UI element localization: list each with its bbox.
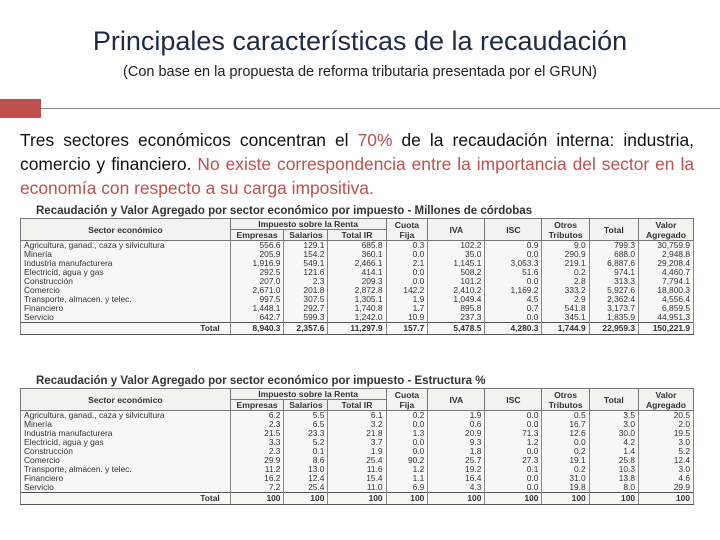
table-row — [21, 438, 694, 447]
table-millones — [20, 205, 694, 335]
table-cell: 3,053.3 — [485, 259, 542, 268]
total-cell: 157.7 — [386, 323, 428, 335]
table-cell: 4.6 — [639, 474, 694, 483]
table-cell: 2.1 — [386, 259, 428, 268]
table-cell: 6.1 — [328, 411, 386, 421]
table-cell: 142.2 — [386, 286, 428, 295]
table-cell: 219.1 — [542, 259, 589, 268]
table-cell: 35.0 — [428, 250, 485, 259]
table-cell: 0.6 — [428, 420, 485, 429]
table-body — [21, 411, 694, 505]
table-row — [21, 420, 694, 429]
table-cell: 29.9 — [639, 483, 694, 493]
table-cell: 2,410.2 — [428, 286, 485, 295]
table-cell: 333.2 — [542, 286, 589, 295]
row-sector-label: Servicio — [21, 483, 231, 493]
table-cell: 360.1 — [328, 250, 386, 259]
table-body — [21, 241, 694, 335]
table-cell: 8.0 — [589, 483, 638, 493]
header-valor: Valor Agregado — [639, 389, 694, 411]
total-cell: 150,221.9 — [639, 323, 694, 335]
header-iva: IVA — [428, 389, 485, 411]
table-cell: 0.5 — [542, 411, 589, 421]
table-cell: 3.0 — [589, 420, 638, 429]
para-text-a: Tres sectores económicos concentran el — [20, 130, 358, 150]
table-cell: 21.8 — [328, 429, 386, 438]
table-row — [21, 295, 694, 304]
header-empresas: Empresas — [230, 230, 284, 241]
row-sector-label: Financiero — [21, 474, 231, 483]
table-cell: 1,169.2 — [485, 286, 542, 295]
total-cell: 100 — [428, 493, 485, 505]
table-cell: 29,208.4 — [639, 259, 694, 268]
table-row — [21, 483, 694, 493]
table-cell: 1,145.1 — [428, 259, 485, 268]
row-sector-label: Agricultura, ganad., caza y silvicultura — [21, 411, 231, 421]
table-cell: 5.5 — [284, 411, 328, 421]
total-cell: 100 — [328, 493, 386, 505]
table-cell: 313.3 — [589, 277, 638, 286]
table-cell: 51.6 — [485, 268, 542, 277]
table-cell: 0.0 — [485, 313, 542, 323]
table-cell: 3.0 — [639, 465, 694, 474]
table-cell: 154.2 — [284, 250, 328, 259]
table-cell: 6.5 — [284, 420, 328, 429]
header-empresas: Empresas — [230, 400, 284, 411]
row-sector-label: Construcción — [21, 447, 231, 456]
table-cell: 1,448.1 — [230, 304, 284, 313]
table-row — [21, 429, 694, 438]
table-cell: 0.0 — [386, 447, 428, 456]
table-cell: 0.2 — [542, 447, 589, 456]
header-iva: IVA — [428, 219, 485, 241]
table-cell: 2,671.0 — [230, 286, 284, 295]
data-table — [20, 218, 694, 335]
row-sector-label: Electricid, agua y gas — [21, 438, 231, 447]
table-cell: 292.5 — [230, 268, 284, 277]
table-cell: 4,460.7 — [639, 268, 694, 277]
table-cell: 508.2 — [428, 268, 485, 277]
table-cell: 10.3 — [589, 465, 638, 474]
header-sector: Sector económico — [21, 389, 231, 411]
table-row — [21, 241, 694, 251]
table-cell: 1.9 — [328, 447, 386, 456]
table-cell: 2.3 — [284, 277, 328, 286]
total-cell: 22,959.3 — [589, 323, 638, 335]
table-cell: 0.1 — [485, 465, 542, 474]
row-sector-label: Industria manufacturera — [21, 429, 231, 438]
row-sector-label: Minería — [21, 250, 231, 259]
table-cell: 2,872.8 — [328, 286, 386, 295]
table-cell: 2.3 — [230, 420, 284, 429]
table-cell: 1,305.1 — [328, 295, 386, 304]
table-cell: 71.3 — [485, 429, 542, 438]
table-cell: 25.8 — [589, 456, 638, 465]
table-cell: 0.0 — [485, 420, 542, 429]
total-cell: 100 — [230, 493, 284, 505]
divider-line — [41, 108, 720, 109]
row-sector-label: Transporte, almacen. y telec. — [21, 295, 231, 304]
table-row — [21, 313, 694, 323]
table-cell: 9.3 — [428, 438, 485, 447]
table-cell: 685.8 — [328, 241, 386, 251]
table-cell: 11.0 — [328, 483, 386, 493]
row-sector-label: Comercio — [21, 286, 231, 295]
total-cell: 100 — [639, 493, 694, 505]
table-cell: 345.1 — [542, 313, 589, 323]
table-cell: 0.0 — [386, 438, 428, 447]
table-cell: 5,927.6 — [589, 286, 638, 295]
table-cell: 101.2 — [428, 277, 485, 286]
table-cell: 799.3 — [589, 241, 638, 251]
table-cell: 4.3 — [428, 483, 485, 493]
header-otros: Otros Tributos — [542, 219, 589, 241]
table-cell: 307.5 — [284, 295, 328, 304]
table-cell: 0.2 — [386, 411, 428, 421]
table-cell: 549.1 — [284, 259, 328, 268]
table-cell: 20.9 — [428, 429, 485, 438]
para-highlight-text: No existe correspondencia entre la importancia del sector en la economía con respecto a su carga impositiva. — [20, 154, 694, 198]
table-title: Recaudación y Valor Agregado por sector económico por impuesto - Estructura % — [36, 375, 486, 387]
table-cell: 0.0 — [386, 250, 428, 259]
total-cell: 100 — [542, 493, 589, 505]
table-estructura — [20, 375, 694, 505]
table-cell: 90.2 — [386, 456, 428, 465]
total-cell: 100 — [589, 493, 638, 505]
table-cell: 2.0 — [639, 420, 694, 429]
table-cell: 2,466.1 — [328, 259, 386, 268]
table-cell: 414.1 — [328, 268, 386, 277]
table-row — [21, 286, 694, 295]
table-cell: 16.7 — [542, 420, 589, 429]
table-cell: 556.6 — [230, 241, 284, 251]
table-row — [21, 465, 694, 474]
table-cell: 30,759.9 — [639, 241, 694, 251]
table-cell: 1.9 — [428, 411, 485, 421]
accent-bar — [0, 99, 41, 118]
table-cell: 15.4 — [328, 474, 386, 483]
table-cell: 4,556.4 — [639, 295, 694, 304]
table-cell: 0.0 — [542, 438, 589, 447]
table-cell: 21.5 — [230, 429, 284, 438]
table-cell: 0.2 — [542, 268, 589, 277]
table-cell: 1.1 — [386, 474, 428, 483]
header-total: Total — [589, 219, 638, 241]
table-cell: 1,242.0 — [328, 313, 386, 323]
table-cell: 19.1 — [542, 456, 589, 465]
table-cell: 102.2 — [428, 241, 485, 251]
table-row — [21, 456, 694, 465]
table-cell: 12.4 — [284, 474, 328, 483]
table-cell: 11.6 — [328, 465, 386, 474]
table-row — [21, 304, 694, 313]
table-cell: 5.2 — [639, 447, 694, 456]
table-cell: 0.0 — [485, 250, 542, 259]
table-cell: 25.7 — [428, 456, 485, 465]
table-cell: 3.3 — [230, 438, 284, 447]
table-cell: 0.0 — [485, 277, 542, 286]
row-sector-label: Industria manufacturera — [21, 259, 231, 268]
header-cuota-fija: Cuota Fija — [386, 219, 428, 241]
slide-subtitle: (Con base en la propuesta de reforma tributaria presentada por el GRUN) — [123, 64, 597, 80]
table-cell: 599.3 — [284, 313, 328, 323]
table-cell: 0.0 — [485, 447, 542, 456]
table-cell: 0.1 — [284, 447, 328, 456]
header-total-ir: Total IR — [328, 400, 386, 411]
table-cell: 1.7 — [386, 304, 428, 313]
table-row — [21, 474, 694, 483]
table-cell: 29.9 — [230, 456, 284, 465]
table-cell: 25.4 — [284, 483, 328, 493]
table-cell: 0.9 — [485, 241, 542, 251]
table-cell: 207.0 — [230, 277, 284, 286]
table-cell: 201.8 — [284, 286, 328, 295]
table-cell: 209.3 — [328, 277, 386, 286]
row-sector-label: Electricid, agua y gas — [21, 268, 231, 277]
header-cuota-fija: Cuota Fija — [386, 389, 428, 411]
total-cell: 4,280.3 — [485, 323, 542, 335]
table-cell: 4.5 — [485, 295, 542, 304]
table-cell: 2.9 — [542, 295, 589, 304]
header-isc: ISC — [485, 219, 542, 241]
table-cell: 1.4 — [589, 447, 638, 456]
header-valor: Valor Agregado — [639, 219, 694, 241]
table-cell: 1.8 — [428, 447, 485, 456]
table-row — [21, 250, 694, 259]
para-highlight-pct: 70% — [357, 130, 393, 150]
total-label: Total — [21, 493, 231, 505]
table-cell: 7.2 — [230, 483, 284, 493]
table-cell: 1,916.9 — [230, 259, 284, 268]
row-sector-label: Transporte, almacen. y telec. — [21, 465, 231, 474]
table-cell: 1,835.9 — [589, 313, 638, 323]
table-cell: 5.2 — [284, 438, 328, 447]
table-cell: 0.0 — [386, 277, 428, 286]
table-cell: 10.9 — [386, 313, 428, 323]
table-cell: 129.1 — [284, 241, 328, 251]
table-cell: 3.7 — [328, 438, 386, 447]
total-row — [21, 323, 694, 335]
table-cell: 44,951.3 — [639, 313, 694, 323]
table-cell: 541.8 — [542, 304, 589, 313]
table-cell: 237.3 — [428, 313, 485, 323]
table-cell: 2,362.4 — [589, 295, 638, 304]
para-text-b: de la recaudación interna: industria, comercio y financiero. — [20, 130, 694, 174]
table-cell: 121.6 — [284, 268, 328, 277]
header-ir-group: Impuesto sobre la Renta — [230, 389, 386, 400]
table-cell: 292.7 — [284, 304, 328, 313]
table-cell: 19.5 — [639, 429, 694, 438]
total-cell: 100 — [284, 493, 328, 505]
table-row — [21, 259, 694, 268]
table-cell: 11.2 — [230, 465, 284, 474]
row-sector-label: Comercio — [21, 456, 231, 465]
total-cell: 2,357.6 — [284, 323, 328, 335]
table-title: Recaudación y Valor Agregado por sector económico por impuesto - Millones de córdobas — [36, 205, 533, 217]
table-cell: 0.0 — [386, 268, 428, 277]
header-ir-group: Impuesto sobre la Renta — [230, 219, 386, 230]
table-cell: 2,948.8 — [639, 250, 694, 259]
slide-title: Principales características de la recaudación — [92, 26, 628, 56]
table-cell: 0.3 — [386, 241, 428, 251]
table-cell: 31.0 — [542, 474, 589, 483]
row-sector-label: Servicio — [21, 313, 231, 323]
table-cell: 6,887.6 — [589, 259, 638, 268]
table-cell: 6.9 — [386, 483, 428, 493]
table-cell: 25.4 — [328, 456, 386, 465]
table-cell: 688.0 — [589, 250, 638, 259]
table-cell: 12.6 — [542, 429, 589, 438]
header-total-ir: Total IR — [328, 230, 386, 241]
total-cell: 1,744.9 — [542, 323, 589, 335]
header-salarios: Salarios — [284, 400, 328, 411]
header-isc: ISC — [485, 389, 542, 411]
table-cell: 895.8 — [428, 304, 485, 313]
row-sector-label: Construcción — [21, 277, 231, 286]
total-row — [21, 493, 694, 505]
table-cell: 16.2 — [230, 474, 284, 483]
row-sector-label: Minería — [21, 420, 231, 429]
table-cell: 12.4 — [639, 456, 694, 465]
table-cell: 290.9 — [542, 250, 589, 259]
table-cell: 9.0 — [542, 241, 589, 251]
table-cell: 974.1 — [589, 268, 638, 277]
total-cell: 5,478.5 — [428, 323, 485, 335]
table-cell: 1,049.4 — [428, 295, 485, 304]
table-row — [21, 277, 694, 286]
table-cell: 23.3 — [284, 429, 328, 438]
total-cell: 100 — [386, 493, 428, 505]
row-sector-label: Agricultura, ganad., caza y silvicultura — [21, 241, 231, 251]
table-cell: 3.0 — [639, 438, 694, 447]
table-cell: 7,794.1 — [639, 277, 694, 286]
total-cell: 100 — [485, 493, 542, 505]
table-cell: 13.0 — [284, 465, 328, 474]
table-cell: 0.0 — [485, 483, 542, 493]
table-row — [21, 411, 694, 421]
table-cell: 0.0 — [485, 411, 542, 421]
header-salarios: Salarios — [284, 230, 328, 241]
table-cell: 3.5 — [589, 411, 638, 421]
header-sector: Sector económico — [21, 219, 231, 241]
table-cell: 1.3 — [386, 429, 428, 438]
table-cell: 0.0 — [386, 420, 428, 429]
header-otros: Otros Tributos — [542, 389, 589, 411]
table-cell: 4.2 — [589, 438, 638, 447]
table-cell: 2.8 — [542, 277, 589, 286]
table-cell: 1.9 — [386, 295, 428, 304]
table-cell: 6.2 — [230, 411, 284, 421]
total-label: Total — [21, 323, 231, 335]
table-cell: 1,740.8 — [328, 304, 386, 313]
header-total: Total — [589, 389, 638, 411]
table-cell: 0.0 — [485, 474, 542, 483]
body-paragraph — [20, 128, 694, 200]
table-row — [21, 268, 694, 277]
table-cell: 13.8 — [589, 474, 638, 483]
data-table — [20, 388, 694, 505]
table-cell: 19.8 — [542, 483, 589, 493]
table-row — [21, 447, 694, 456]
total-cell: 8,940.3 — [230, 323, 284, 335]
table-cell: 18,800.3 — [639, 286, 694, 295]
table-cell: 0.7 — [485, 304, 542, 313]
table-cell: 27.3 — [485, 456, 542, 465]
table-cell: 997.5 — [230, 295, 284, 304]
table-cell: 3.2 — [328, 420, 386, 429]
table-cell: 6,859.5 — [639, 304, 694, 313]
total-cell: 11,297.9 — [328, 323, 386, 335]
table-cell: 0.2 — [542, 465, 589, 474]
table-cell: 1.2 — [386, 465, 428, 474]
table-cell: 2.3 — [230, 447, 284, 456]
table-cell: 3,173.7 — [589, 304, 638, 313]
table-cell: 30.0 — [589, 429, 638, 438]
table-cell: 1.2 — [485, 438, 542, 447]
table-cell: 642.7 — [230, 313, 284, 323]
table-cell: 20.5 — [639, 411, 694, 421]
row-sector-label: Financiero — [21, 304, 231, 313]
table-cell: 19.2 — [428, 465, 485, 474]
table-cell: 205.9 — [230, 250, 284, 259]
table-cell: 8.6 — [284, 456, 328, 465]
table-cell: 16.4 — [428, 474, 485, 483]
